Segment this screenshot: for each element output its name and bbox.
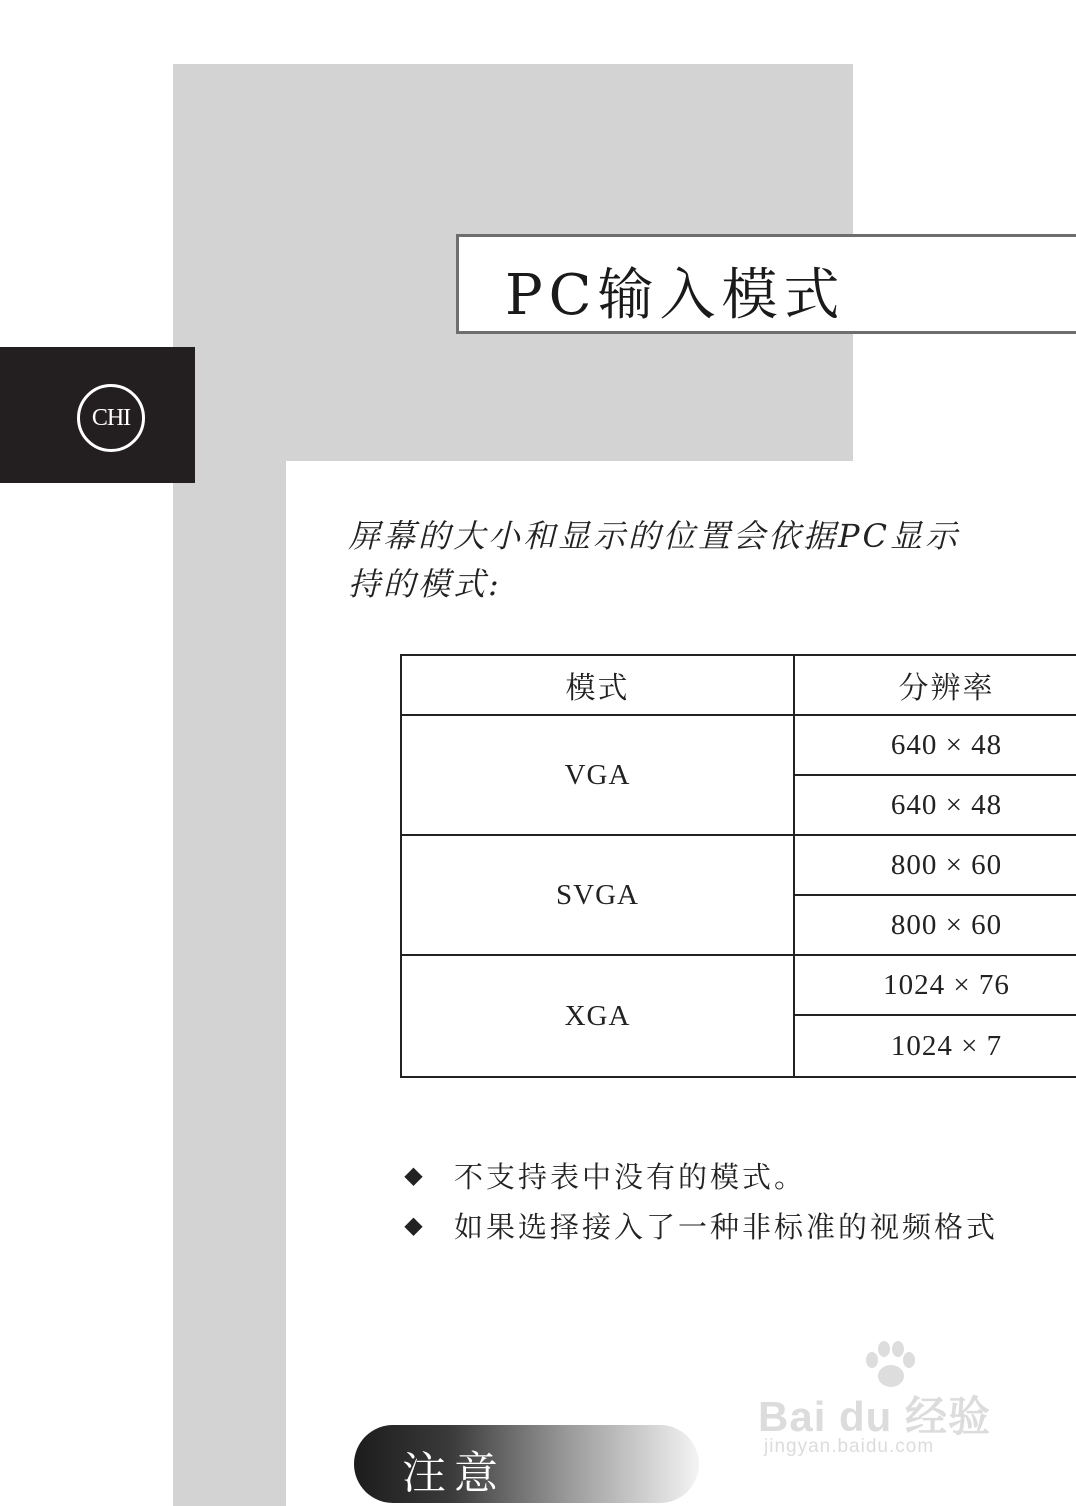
resolution-cell: 640 × 48 xyxy=(794,775,1076,835)
watermark xyxy=(758,1340,1018,1480)
intro-line-1: 屏幕的大小和显示的位置会依据PC显示 xyxy=(348,517,961,555)
table-header-row xyxy=(401,655,1076,715)
list-item xyxy=(400,1200,998,1250)
notes-list xyxy=(400,1150,998,1250)
resolution-cell: 800 × 60 xyxy=(794,835,1076,895)
table-row xyxy=(401,715,1076,775)
resolution-cell: 1024 × 7 xyxy=(794,1015,1076,1077)
diamond-bullet-icon: ◆ xyxy=(404,1161,426,1189)
note-text: 如果选择接入了一种非标准的视频格式 xyxy=(454,1209,999,1244)
resolution-cell: 800 × 60 xyxy=(794,895,1076,955)
diamond-bullet-icon: ◆ xyxy=(404,1211,426,1239)
mode-cell: VGA xyxy=(401,715,794,835)
note-heading-pill xyxy=(354,1425,699,1503)
resolution-cell: 640 × 48 xyxy=(794,715,1076,775)
note-heading: 注意 xyxy=(402,1448,506,1499)
note-text: 不支持表中没有的模式。 xyxy=(454,1159,807,1194)
intro-line-2: 持的模式: xyxy=(348,565,502,603)
intro-paragraph xyxy=(348,512,1076,608)
watermark-logo: Bai du 经验 xyxy=(758,1393,992,1440)
resolution-cell: 1024 × 76 xyxy=(794,955,1076,1015)
header-mode: 模式 xyxy=(401,655,794,715)
list-item xyxy=(400,1150,998,1200)
header-resolution: 分辨率 xyxy=(794,655,1076,715)
watermark-url: jingyan.baidu.com xyxy=(764,1436,935,1457)
mode-cell: XGA xyxy=(401,955,794,1077)
table-row xyxy=(401,955,1076,1015)
left-gray-margin xyxy=(173,461,286,1506)
pc-modes-table xyxy=(400,654,1076,1078)
mode-cell: SVGA xyxy=(401,835,794,955)
title-box xyxy=(456,234,1076,334)
paw-icon xyxy=(862,1340,918,1390)
language-badge: CHI xyxy=(77,384,145,452)
table-row xyxy=(401,835,1076,895)
page-title: PC输入模式 xyxy=(505,263,846,328)
